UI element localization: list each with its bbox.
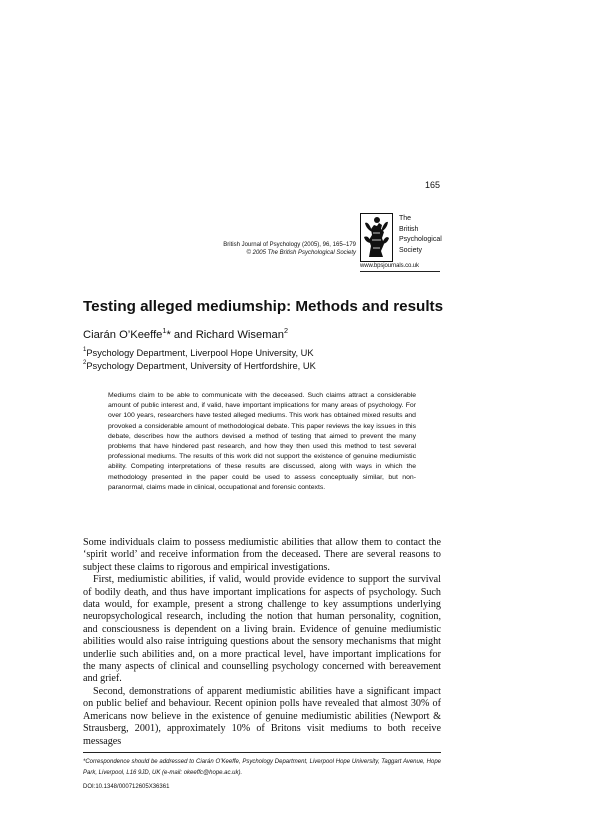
footnote-divider	[83, 752, 441, 753]
publisher-url[interactable]: www.bpsjournals.co.uk	[360, 263, 419, 269]
body-paragraph: Second, demonstrations of apparent mediumistic abilities have a significant impact on public belief and behaviour. Recent opinion polls have revealed that almost 30% of Americans now believe in the existence of genuine mediumistic abilities (Newport & Strausberg, 2001), approximately 10% of Britons visit mediums to both receive messages	[83, 685, 441, 747]
affiliation-mark: 2	[83, 360, 87, 366]
author-conjunction: and	[170, 329, 196, 341]
page-number: 165	[425, 180, 441, 190]
abstract-text: Mediums claim to be able to communicate with the deceased. Such claims attract a considerable amount of public interest and, if valid, have important implications for many areas of psychology. For over 100 years, researchers have tested alleged mediums. This work has obtained mixed results and provoked a considerable amount of methodological debate. This paper reviews the key issues in this debate, describes how the authors devised a method of testing that aimed to prevent the many problems that have hindered past research, and how they then used this method to test several professional mediums. The results of this work did not support the existence of genuine mediumistic ability. Competing interpretations of these results are discussed, along with ways in which the methodology presented in the paper could be used to assess conceptually similar, but non-paranormal, claims made in clinical, occupational and forensic contexts.	[108, 392, 416, 491]
body-text	[83, 537, 441, 748]
publisher-line: Society	[399, 246, 422, 254]
affiliation-mark: 1	[162, 326, 167, 335]
correspondence-footnote: *Correspondence should be addressed to Ciarán O’Keeffe, Psychology Department, Liverpool Hope University, Taggart Avenue, Hope Park, Liverpool, L16 9JD, UK (e-mail: okeeffc@hope.ac.uk).	[83, 759, 441, 776]
affiliation-text: Psychology Department, University of Hertfordshire, UK	[86, 361, 316, 371]
bps-psyche-logo-icon	[360, 213, 393, 262]
article-title: Testing alleged mediumship: Methods and results	[83, 298, 444, 315]
body-paragraph: First, mediumistic abilities, if valid, would provide evidence to support the survival of bodily death, and thus have important implications for aspects of psychology. Such data would, for example, present a strong challenge to key assumptions underlying neuropsychological research, including the notion that human personality, cognition, and consciousness is dependent on a living brain. Evidence of genuine mediumistic abilities would also raise intriguing questions about the sensory mechanisms that might underlie such abilities and, on a more practical level, have important implications for the many aspects of clinical and counselling psychology concerned with bereavement and grief.	[83, 574, 441, 685]
affiliation	[83, 348, 314, 358]
publisher-line: The	[399, 215, 412, 222]
affiliation	[83, 361, 316, 371]
doi: DOI:10.1348/000712605X36361	[83, 784, 170, 790]
publisher-line: British	[399, 225, 419, 233]
journal-citation: British Journal of Psychology (2005), 96, 165–179	[223, 242, 356, 248]
publisher-line: Psychological	[399, 236, 442, 243]
body-paragraph: Some individuals claim to possess mediumistic abilities that allow them to contact the ‘spirit world’ and receive information from the deceased. There are several reasons to subject these claims to rigorous and empirical investigations.	[83, 537, 441, 573]
abstract	[108, 391, 416, 493]
author-line	[83, 326, 289, 341]
affiliation-mark: 1	[83, 347, 87, 353]
header-divider	[360, 271, 440, 272]
affiliation-mark: 2	[284, 326, 289, 335]
affiliation-text: Psychology Department, Liverpool Hope University, UK	[86, 348, 314, 358]
author-name: Richard Wiseman	[195, 329, 284, 341]
author-name: Ciarán O’Keeffe	[83, 329, 163, 341]
journal-copyright: © 2005 The British Psychological Society	[246, 250, 356, 256]
correspondence-mark: *	[166, 329, 171, 341]
